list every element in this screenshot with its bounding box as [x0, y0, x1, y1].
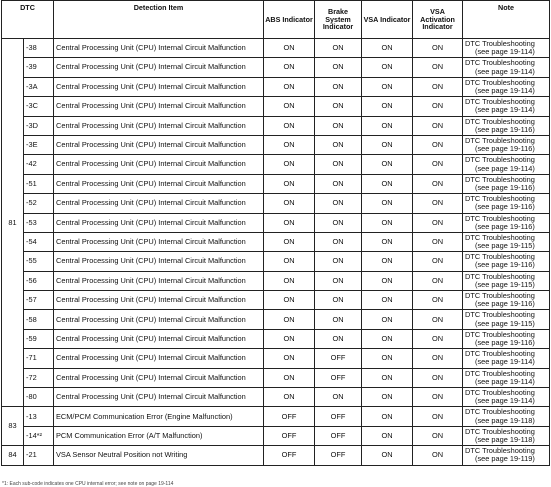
- note-cell: [463, 329, 550, 348]
- note-troubleshooting-label: DTC Troubleshooting: [465, 116, 535, 126]
- detection-item: Central Processing Unit (CPU) Internal Circuit Malfunction: [54, 174, 264, 193]
- note-cell: [463, 116, 550, 135]
- dtc-sub-code: -42: [24, 155, 54, 174]
- abs-indicator-value: ON: [264, 291, 315, 310]
- note-page-reference[interactable]: (see page 19-116): [475, 144, 535, 154]
- abs-indicator-value: ON: [264, 232, 315, 251]
- note-troubleshooting-label: DTC Troubleshooting: [465, 271, 535, 281]
- note-page-reference[interactable]: (see page 19-114): [475, 105, 535, 115]
- note-cell: [463, 310, 550, 329]
- header-abs-indicator: ABS Indicator: [264, 1, 315, 39]
- note-page-reference[interactable]: (see page 19-116): [475, 182, 535, 192]
- table-row: [2, 97, 550, 116]
- vsa-activation-value: ON: [413, 349, 463, 368]
- vsa-indicator-value: ON: [362, 174, 413, 193]
- vsa-activation-value: ON: [413, 97, 463, 116]
- table-row: [2, 388, 550, 407]
- dtc-sub-code: -14*²: [24, 426, 54, 445]
- detection-item: ECM/PCM Communication Error (Engine Malfunction): [54, 407, 264, 426]
- brake-indicator-value: ON: [315, 388, 362, 407]
- vsa-activation-value: ON: [413, 155, 463, 174]
- note-cell: [463, 291, 550, 310]
- vsa-indicator-value: ON: [362, 213, 413, 232]
- vsa-activation-value: ON: [413, 407, 463, 426]
- detection-item: Central Processing Unit (CPU) Internal Circuit Malfunction: [54, 349, 264, 368]
- abs-indicator-value: ON: [264, 252, 315, 271]
- dtc-sub-code: -54: [24, 232, 54, 251]
- vsa-activation-value: ON: [413, 39, 463, 58]
- note-troubleshooting-label: DTC Troubleshooting: [465, 213, 535, 223]
- dtc-sub-code: -3A: [24, 77, 54, 96]
- brake-indicator-value: OFF: [315, 407, 362, 426]
- abs-indicator-value: ON: [264, 116, 315, 135]
- dtc-sub-code: -13: [24, 407, 54, 426]
- header-vsa-indicator: VSA Indicator: [362, 1, 413, 39]
- note-cell: [463, 446, 550, 465]
- detection-item: PCM Communication Error (A/T Malfunction): [54, 426, 264, 445]
- vsa-activation-value: ON: [413, 135, 463, 154]
- vsa-activation-value: ON: [413, 446, 463, 465]
- note-troubleshooting-label: DTC Troubleshooting: [465, 38, 535, 48]
- vsa-indicator-value: ON: [362, 271, 413, 290]
- dtc-main-code: 84: [2, 446, 24, 465]
- abs-indicator-value: ON: [264, 329, 315, 348]
- vsa-indicator-value: ON: [362, 310, 413, 329]
- abs-indicator-value: ON: [264, 194, 315, 213]
- dtc-sub-code: -71: [24, 349, 54, 368]
- vsa-indicator-value: ON: [362, 368, 413, 387]
- brake-indicator-value: ON: [315, 135, 362, 154]
- table-row: [2, 77, 550, 96]
- table-row: [2, 232, 550, 251]
- detection-item: Central Processing Unit (CPU) Internal Circuit Malfunction: [54, 388, 264, 407]
- note-cell: [463, 388, 550, 407]
- brake-indicator-value: OFF: [315, 368, 362, 387]
- header-vsa-activation-indicator: VSA Activation Indicator: [413, 1, 463, 39]
- header-detection-item: Detection Item: [54, 1, 264, 39]
- vsa-activation-value: ON: [413, 174, 463, 193]
- note-page-reference[interactable]: (see page 19-115): [475, 279, 535, 289]
- note-page-reference[interactable]: (see page 19-116): [475, 202, 535, 212]
- brake-indicator-value: ON: [315, 310, 362, 329]
- abs-indicator-value: OFF: [264, 446, 315, 465]
- brake-indicator-value: ON: [315, 155, 362, 174]
- note-cell: [463, 271, 550, 290]
- table-row: [2, 174, 550, 193]
- abs-indicator-value: ON: [264, 368, 315, 387]
- abs-indicator-value: ON: [264, 349, 315, 368]
- table-row: [2, 213, 550, 232]
- brake-indicator-value: OFF: [315, 426, 362, 445]
- note-page-reference[interactable]: (see page 19-116): [475, 260, 535, 270]
- note-cell: [463, 252, 550, 271]
- brake-indicator-value: ON: [315, 271, 362, 290]
- detection-item: Central Processing Unit (CPU) Internal Circuit Malfunction: [54, 194, 264, 213]
- vsa-activation-value: ON: [413, 388, 463, 407]
- note-page-reference[interactable]: (see page 19-114): [475, 47, 535, 57]
- note-page-reference[interactable]: (see page 19-114): [475, 66, 535, 76]
- note-troubleshooting-label: DTC Troubleshooting: [465, 194, 535, 204]
- vsa-indicator-value: ON: [362, 388, 413, 407]
- vsa-indicator-value: ON: [362, 155, 413, 174]
- note-cell: [463, 426, 550, 445]
- vsa-activation-value: ON: [413, 194, 463, 213]
- dtc-sub-code: -56: [24, 271, 54, 290]
- note-cell: [463, 58, 550, 77]
- note-troubleshooting-label: DTC Troubleshooting: [465, 388, 535, 398]
- note-troubleshooting-label: DTC Troubleshooting: [465, 58, 535, 68]
- note-troubleshooting-label: DTC Troubleshooting: [465, 97, 535, 107]
- brake-indicator-value: ON: [315, 213, 362, 232]
- table-row: [2, 155, 550, 174]
- dtc-sub-code: -3D: [24, 116, 54, 135]
- note-troubleshooting-label: DTC Troubleshooting: [465, 77, 535, 87]
- abs-indicator-value: ON: [264, 39, 315, 58]
- detection-item: Central Processing Unit (CPU) Internal Circuit Malfunction: [54, 310, 264, 329]
- note-troubleshooting-label: DTC Troubleshooting: [465, 252, 535, 262]
- vsa-activation-value: ON: [413, 271, 463, 290]
- table-row: [2, 329, 550, 348]
- dtc-sub-code: -57: [24, 291, 54, 310]
- table-body: [2, 39, 550, 466]
- dtc-sub-code: -53: [24, 213, 54, 232]
- brake-indicator-value: OFF: [315, 349, 362, 368]
- vsa-indicator-value: ON: [362, 426, 413, 445]
- abs-indicator-value: OFF: [264, 426, 315, 445]
- dtc-sub-code: -39: [24, 58, 54, 77]
- note-page-reference[interactable]: (see page 19-116): [475, 299, 535, 309]
- dtc-main-code: 81: [2, 39, 24, 407]
- vsa-activation-value: ON: [413, 58, 463, 77]
- note-cell: [463, 77, 550, 96]
- table-row: [2, 446, 550, 465]
- detection-item: Central Processing Unit (CPU) Internal Circuit Malfunction: [54, 155, 264, 174]
- abs-indicator-value: ON: [264, 58, 315, 77]
- abs-indicator-value: ON: [264, 155, 315, 174]
- vsa-activation-value: ON: [413, 213, 463, 232]
- brake-indicator-value: ON: [315, 291, 362, 310]
- header-dtc: DTC: [2, 1, 54, 39]
- note-cell: [463, 174, 550, 193]
- dtc-sub-code: -3E: [24, 135, 54, 154]
- brake-indicator-value: ON: [315, 58, 362, 77]
- vsa-indicator-value: ON: [362, 232, 413, 251]
- vsa-indicator-value: ON: [362, 446, 413, 465]
- note-troubleshooting-label: DTC Troubleshooting: [465, 426, 535, 436]
- abs-indicator-value: ON: [264, 77, 315, 96]
- note-page-reference[interactable]: (see page 19-114): [475, 376, 535, 386]
- note-cell: [463, 349, 550, 368]
- vsa-activation-value: ON: [413, 232, 463, 251]
- table-row: [2, 135, 550, 154]
- detection-item: Central Processing Unit (CPU) Internal Circuit Malfunction: [54, 58, 264, 77]
- detection-item: Central Processing Unit (CPU) Internal Circuit Malfunction: [54, 135, 264, 154]
- table-row: [2, 116, 550, 135]
- brake-indicator-value: ON: [315, 97, 362, 116]
- abs-indicator-value: ON: [264, 135, 315, 154]
- brake-indicator-value: ON: [315, 39, 362, 58]
- brake-indicator-value: ON: [315, 329, 362, 348]
- dtc-sub-code: -21: [24, 446, 54, 465]
- brake-indicator-value: ON: [315, 252, 362, 271]
- note-page-reference[interactable]: (see page 19-114): [475, 85, 535, 95]
- abs-indicator-value: ON: [264, 388, 315, 407]
- note-page-reference[interactable]: (see page 19-114): [475, 357, 535, 367]
- note-cell: [463, 368, 550, 387]
- vsa-indicator-value: ON: [362, 252, 413, 271]
- note-cell: [463, 232, 550, 251]
- table-row: [2, 368, 550, 387]
- note-page-reference[interactable]: (see page 19-116): [475, 338, 535, 348]
- dtc-sub-code: -58: [24, 310, 54, 329]
- dtc-sub-code: -72: [24, 368, 54, 387]
- table-row: [2, 349, 550, 368]
- table-row: [2, 194, 550, 213]
- table-row: [2, 407, 550, 426]
- table-row: [2, 58, 550, 77]
- detection-item: Central Processing Unit (CPU) Internal Circuit Malfunction: [54, 271, 264, 290]
- note-troubleshooting-label: DTC Troubleshooting: [465, 135, 535, 145]
- note-cell: [463, 39, 550, 58]
- vsa-indicator-value: ON: [362, 407, 413, 426]
- vsa-activation-value: ON: [413, 310, 463, 329]
- dtc-sub-code: -52: [24, 194, 54, 213]
- note-cell: [463, 407, 550, 426]
- header-brake-system-indicator: Brake System Indicator: [315, 1, 362, 39]
- note-page-reference[interactable]: (see page 19-119): [475, 454, 535, 464]
- vsa-activation-value: ON: [413, 252, 463, 271]
- note-troubleshooting-label: DTC Troubleshooting: [465, 291, 535, 301]
- vsa-indicator-value: ON: [362, 194, 413, 213]
- abs-indicator-value: ON: [264, 174, 315, 193]
- brake-indicator-value: ON: [315, 232, 362, 251]
- vsa-activation-value: ON: [413, 116, 463, 135]
- table-row: [2, 291, 550, 310]
- brake-indicator-value: ON: [315, 194, 362, 213]
- note-cell: [463, 155, 550, 174]
- note-page-reference[interactable]: (see page 19-115): [475, 241, 535, 251]
- vsa-indicator-value: ON: [362, 77, 413, 96]
- note-page-reference[interactable]: (see page 19-116): [475, 221, 535, 231]
- note-cell: [463, 135, 550, 154]
- note-troubleshooting-label: DTC Troubleshooting: [465, 174, 535, 184]
- vsa-activation-value: ON: [413, 329, 463, 348]
- abs-indicator-value: OFF: [264, 407, 315, 426]
- dtc-main-code: 83: [2, 407, 24, 446]
- dtc-sub-code: -59: [24, 329, 54, 348]
- detection-item: Central Processing Unit (CPU) Internal Circuit Malfunction: [54, 329, 264, 348]
- note-page-reference[interactable]: (see page 19-118): [475, 435, 535, 444]
- abs-indicator-value: ON: [264, 213, 315, 232]
- vsa-indicator-value: ON: [362, 39, 413, 58]
- vsa-indicator-value: ON: [362, 329, 413, 348]
- note-troubleshooting-label: DTC Troubleshooting: [465, 155, 535, 165]
- detection-item: Central Processing Unit (CPU) Internal Circuit Malfunction: [54, 77, 264, 96]
- detection-item: Central Processing Unit (CPU) Internal Circuit Malfunction: [54, 97, 264, 116]
- note-troubleshooting-label: DTC Troubleshooting: [465, 368, 535, 378]
- vsa-indicator-value: ON: [362, 97, 413, 116]
- dtc-sub-code: -51: [24, 174, 54, 193]
- note-page-reference[interactable]: (see page 19-116): [475, 124, 535, 134]
- vsa-activation-value: ON: [413, 368, 463, 387]
- note-troubleshooting-label: DTC Troubleshooting: [465, 446, 535, 456]
- note-troubleshooting-label: DTC Troubleshooting: [465, 232, 535, 242]
- note-page-reference[interactable]: (see page 19-114): [475, 163, 535, 173]
- detection-item: Central Processing Unit (CPU) Internal Circuit Malfunction: [54, 368, 264, 387]
- dtc-sub-code: -80: [24, 388, 54, 407]
- note-cell: [463, 97, 550, 116]
- vsa-activation-value: ON: [413, 77, 463, 96]
- detection-item: Central Processing Unit (CPU) Internal Circuit Malfunction: [54, 232, 264, 251]
- table-row: [2, 252, 550, 271]
- table-row: [2, 426, 550, 445]
- note-troubleshooting-label: DTC Troubleshooting: [465, 329, 535, 339]
- dtc-table: [1, 0, 550, 466]
- brake-indicator-value: OFF: [315, 446, 362, 465]
- note-cell: [463, 213, 550, 232]
- detection-item: Central Processing Unit (CPU) Internal Circuit Malfunction: [54, 252, 264, 271]
- detection-item: Central Processing Unit (CPU) Internal Circuit Malfunction: [54, 39, 264, 58]
- abs-indicator-value: ON: [264, 310, 315, 329]
- vsa-indicator-value: ON: [362, 116, 413, 135]
- footnote: *1: Each sub-code indicates one CPU internal error; see note on page 19-114: [2, 481, 174, 487]
- detection-item: Central Processing Unit (CPU) Internal Circuit Malfunction: [54, 291, 264, 310]
- note-troubleshooting-label: DTC Troubleshooting: [465, 349, 535, 359]
- abs-indicator-value: ON: [264, 271, 315, 290]
- header-note: Note: [463, 1, 550, 39]
- vsa-indicator-value: ON: [362, 349, 413, 368]
- vsa-activation-value: ON: [413, 426, 463, 445]
- vsa-indicator-value: ON: [362, 58, 413, 77]
- brake-indicator-value: ON: [315, 77, 362, 96]
- detection-item: VSA Sensor Neutral Position not Writing: [54, 446, 264, 465]
- note-troubleshooting-label: DTC Troubleshooting: [465, 407, 535, 417]
- dtc-sub-code: -38: [24, 39, 54, 58]
- brake-indicator-value: ON: [315, 116, 362, 135]
- header-row: [2, 1, 550, 39]
- vsa-indicator-value: ON: [362, 135, 413, 154]
- note-page-reference[interactable]: (see page 19-115): [475, 318, 535, 328]
- table-row: [2, 310, 550, 329]
- note-cell: [463, 194, 550, 213]
- table-row: [2, 271, 550, 290]
- note-page-reference[interactable]: (see page 19-114): [475, 396, 535, 406]
- detection-item: Central Processing Unit (CPU) Internal Circuit Malfunction: [54, 116, 264, 135]
- brake-indicator-value: ON: [315, 174, 362, 193]
- vsa-activation-value: ON: [413, 291, 463, 310]
- table-row: [2, 39, 550, 58]
- note-page-reference[interactable]: (see page 19-118): [475, 415, 535, 425]
- dtc-sub-code: -3C: [24, 97, 54, 116]
- vsa-indicator-value: ON: [362, 291, 413, 310]
- abs-indicator-value: ON: [264, 97, 315, 116]
- note-troubleshooting-label: DTC Troubleshooting: [465, 310, 535, 320]
- dtc-sub-code: -55: [24, 252, 54, 271]
- detection-item: Central Processing Unit (CPU) Internal Circuit Malfunction: [54, 213, 264, 232]
